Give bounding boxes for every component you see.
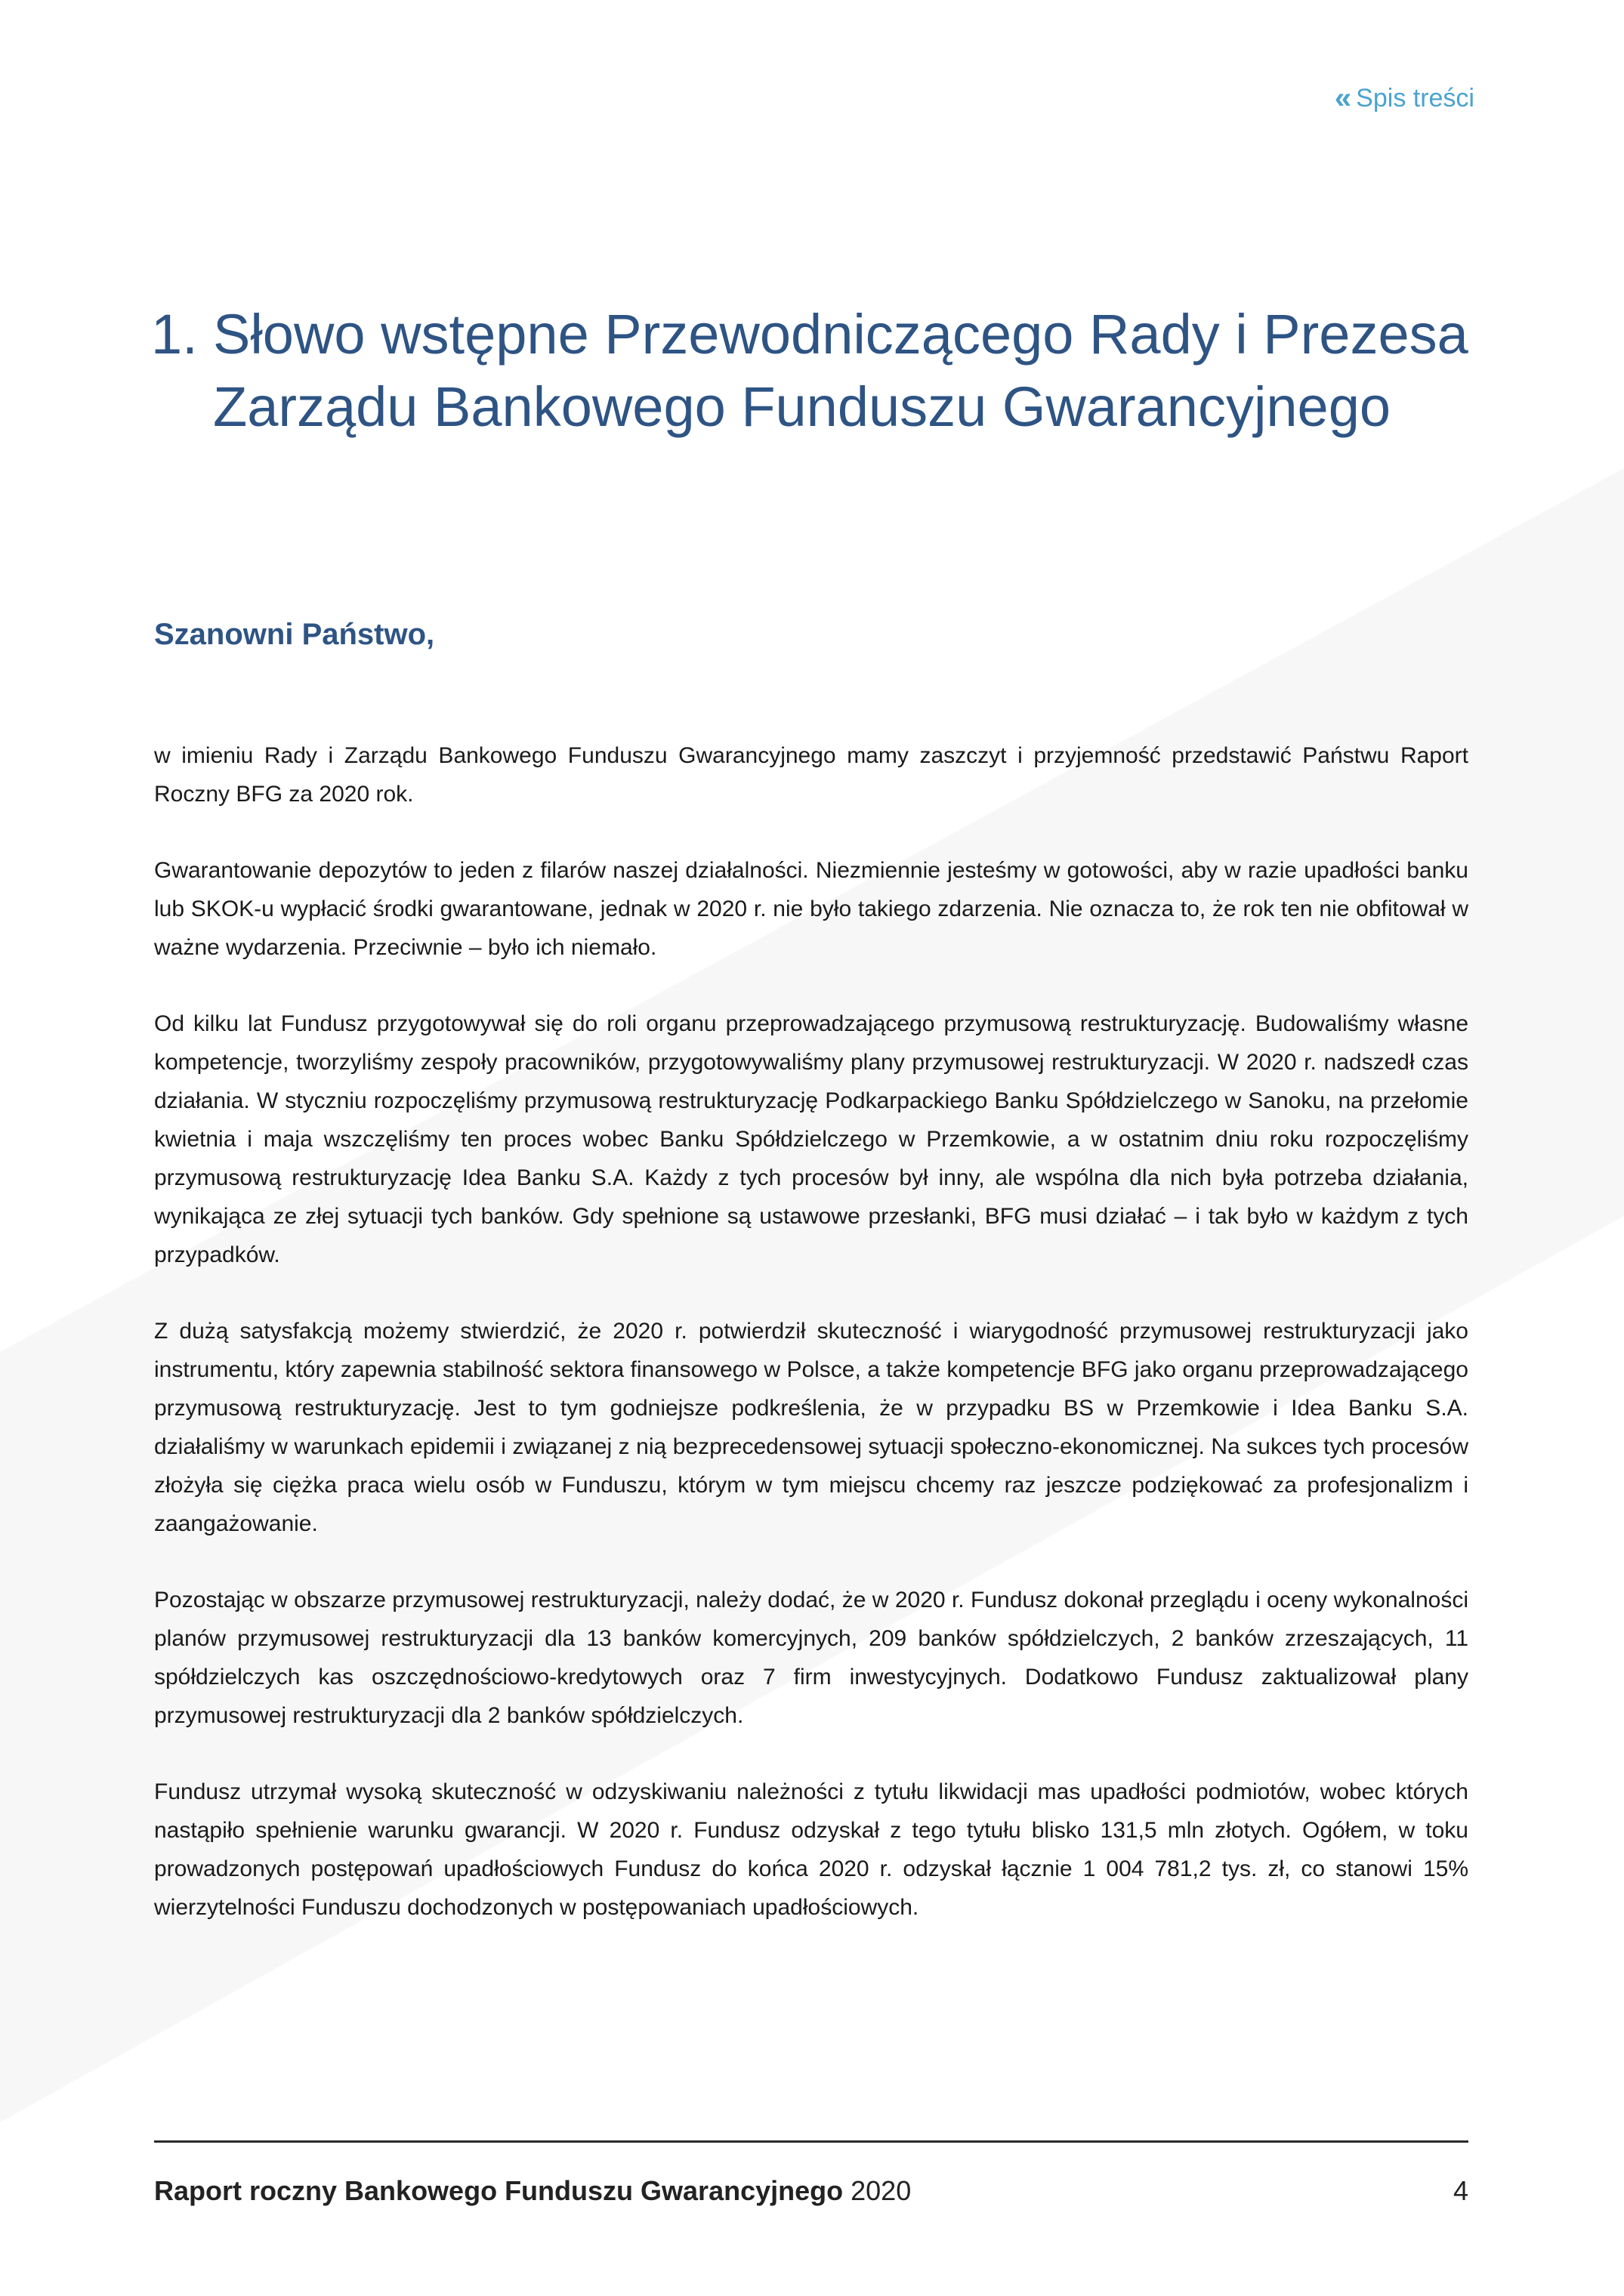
double-chevron-left-icon: «: [1334, 82, 1349, 115]
toc-link-label: Spis treści: [1356, 83, 1474, 113]
footer-report-title: [154, 2175, 911, 2207]
paragraph-1: w imieniu Rady i Zarządu Bankowego Funduszu Gwarancyjnego mamy zaszczyt i przyjemność przedstawić Państwu Raport Roczny BFG za 2020 rok.: [154, 743, 1468, 807]
paragraph-5: Pozostając w obszarze przymusowej restrukturyzacji, należy dodać, że w 2020 r. Fundusz dokonał przeglądu i oceny wykonalności planów przymusowej restrukturyzacji dla 13 banków komercyjnych, 209 banków spółdzielczych, 2 banków zrzeszających, 11 spółdzielczych kas oszczędnościowo-kredytowych oraz 7 firm inwestycyjnych. Dodatkowo Fundusz zaktualizował plany przymusowej restrukturyzacji dla 2 banków spółdzielczych.: [154, 1588, 1468, 1728]
page-number: 4: [1453, 2175, 1468, 2206]
salutation: Szanowni Państwo,: [154, 618, 435, 651]
paragraph-4: Z dużą satysfakcją możemy stwierdzić, że 2020 r. potwierdził skuteczność i wiarygodność przymusowej restrukturyzacji jako instrumentu, który zapewnia stabilność sektora finansowego w Polsce, a także kompetencje BFG jako organu przeprowadzającego przymusową restrukturyzację. Jest to tym godniejsze podkreślenia, że w przypadku BS w Przemkowie i Idea Banku S.A. działaliśmy w warunkach epidemii i związanej z nią bezprecedensowej sytuacji społeczno-ekonomicznej. Na sukces tych procesów złożyła się ciężka praca wielu osób w Funduszu, którym w tym miejscu chcemy raz jeszcze podziękować za profesjonalizm i zaangażowanie.: [154, 1319, 1468, 1536]
section-number: 1.: [151, 303, 198, 366]
page-title: [151, 298, 1511, 443]
paragraph-6: Fundusz utrzymał wysoką skuteczność w odzyskiwaniu należności z tytułu likwidacji mas upadłości podmiotów, wobec których nastąpiło spełnienie warunku gwarancji. W 2020 r. Fundusz odzyskał z tego tytułu blisko 131,5 mln złotych. Ogółem, w toku prowadzonych postępowań upadłościowych Fundusz do końca 2020 r. odzyskał łącznie 1 004 781,2 tys. zł, co stanowi 15% wierzytelności Funduszu dochodzonych w postępowaniach upadłościowych.: [154, 1779, 1468, 1920]
section-title: Słowo wstępne Przewodniczącego Rady i Prezesa Zarządu Bankowego Funduszu Gwarancyjnego: [213, 303, 1468, 438]
report-year: 2020: [851, 2175, 912, 2206]
page-footer: [154, 2175, 1468, 2207]
paragraph-3: Od kilku lat Fundusz przygotowywał się do roli organu przeprowadzającego przymusową restrukturyzację. Budowaliśmy własne kompetencje, tworzyliśmy zespoły pracowników, przygotowywaliśmy plany przymusowej restrukturyzacji. W 2020 r. nadszedł czas działania. W styczniu rozpoczęliśmy przymusową restrukturyzację Podkarpackiego Banku Spółdzielczego w Sanoku, na przełomie kwietnia i maja wszczęliśmy ten proces wobec Banku Spółdzielczego w Przemkowie, a w ostatnim dniu roku rozpoczęliśmy przymusową restrukturyzację Idea Banku S.A. Każdy z tych procesów był inny, ale wspólna dla nich była potrzeba działania, wynikająca ze złej sytuacji tych banków. Gdy spełnione są ustawowe przesłanki, BFG musi działać – i tak było w każdym z tych przypadków.: [154, 1011, 1468, 1267]
report-title: Raport roczny Bankowego Funduszu Gwarancyjnego: [154, 2175, 844, 2206]
paragraph-2: Gwarantowanie depozytów to jeden z filarów naszej działalności. Niezmiennie jesteśmy w gotowości, aby w razie upadłości banku lub SKOK-u wypłacić środki gwarantowane, jednak w 2020 r. nie było takiego zdarzenia. Nie oznacza to, że rok ten nie obfitował w ważne wydarzenia. Przeciwnie – było ich niemało.: [154, 858, 1468, 960]
letter-body: [154, 736, 1468, 1964]
table-of-contents-link[interactable]: [1335, 83, 1474, 113]
footer-divider: [154, 2140, 1468, 2143]
